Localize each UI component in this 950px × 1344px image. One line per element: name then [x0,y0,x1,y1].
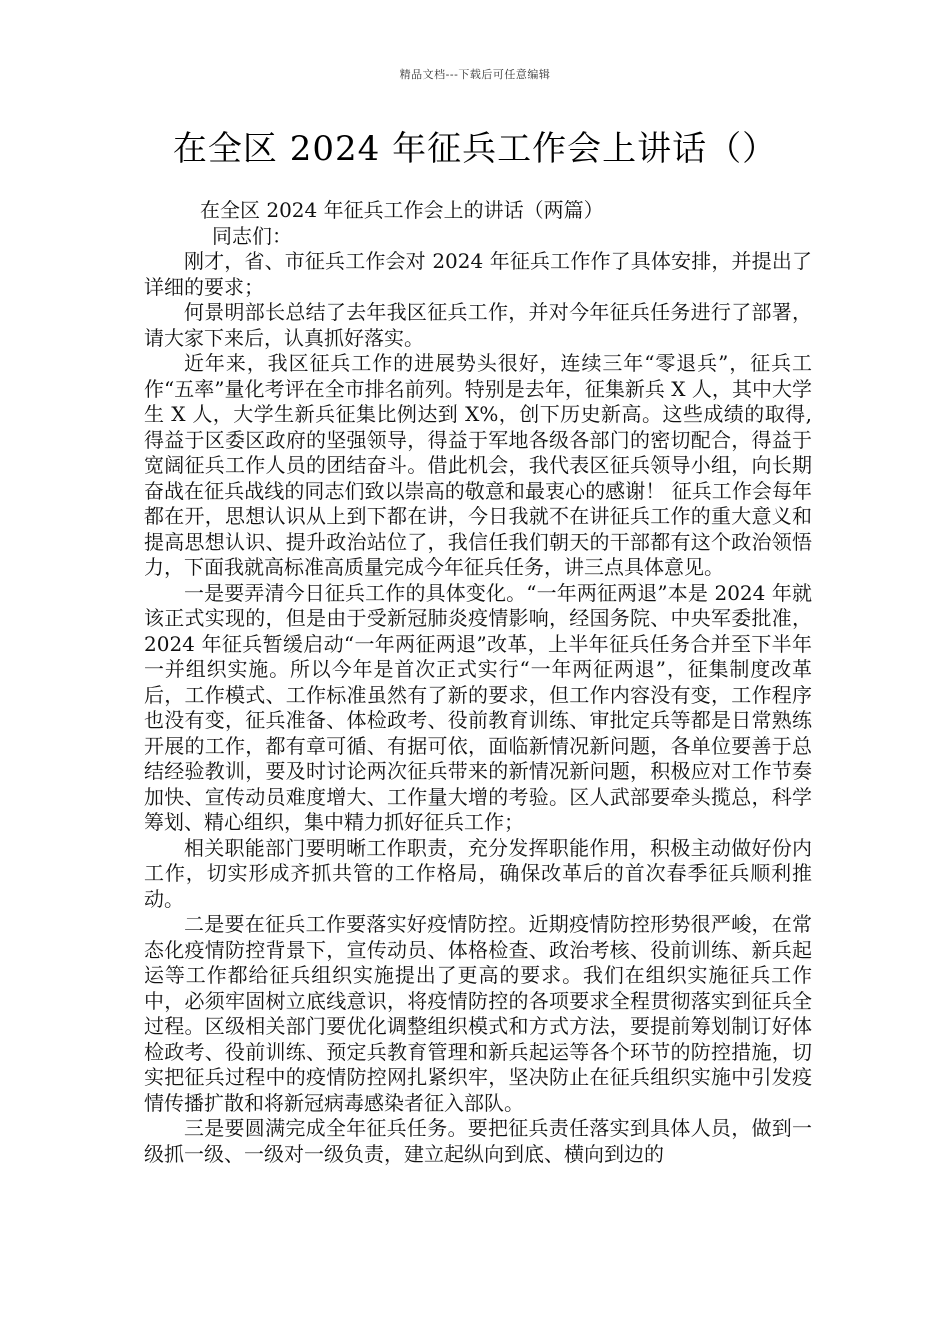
salutation: 同志们： [212,223,292,248]
document-title: 在全区 2024 年征兵工作会上讲话（） [172,129,778,169]
paragraph: 何景明部长总结了去年我区征兵工作，并对今年征兵任务进行了部署，请大家下来后，认真抓好落实。 [144,300,812,350]
paragraph: 三是要圆满完成全年征兵任务。要把征兵责任落实到具体人员，做到一级抓一级、一级对一级负责，建立起纵向到底、横向到边的 [144,1116,812,1166]
paragraph: 一是要弄清今日征兵工作的具体变化。“一年两征两退”本是 2024 年就该正式实现的，但是由于受新冠肺炎疫情影响，经国务院、中央军委批准，2024 年征兵暂缓启动“一年两征两退”改革，上半年征兵任务合并至下半年一并组织实施。所以今年是首次正式实行“一年两征两退”，征集制度改革后，工作模式、工作标准虽然有了新的要求，但工作内容没有变，工作程序也没有变，征兵准备、体检政考、役前教育训练、审批定兵等都是日常熟练开展的工作，都有章可循、有据可依，面临新情况新问题，各单位要善于总结经验教训，要及时讨论两次征兵带来的新情况新问题，积极应对工作节奏加快、宣传动员难度增大、工作量大增的考验。区人武部要牵头揽总，科学筹划、精心组织，集中精力抓好征兵工作； [144,580,812,834]
document-body [144,198,812,1167]
speech-subtitle: 在全区 2024 年征兵工作会上的讲话（两篇） [200,198,604,222]
paragraph: 近年来，我区征兵工作的进展势头很好，连续三年“零退兵”，征兵工作“五率”量化考评在全市排名前列。特别是去年，征集新兵 X 人，其中大学生 X 人，大学生新兵征集比例达到 X%，创下历史新高。这些成绩的取得,得益于区委区政府的坚强领导，得益于军地各级各部门的密切配合，得益于宽阔征兵工作人员的团结奋斗。借此机会，我代表区征兵领导小组，向长期奋战在征兵战线的同志们致以崇高的敬意和最衷心的感谢！ 征兵工作会每年都在开，思想认识从上到下都在讲，今日我就不在讲征兵工作的重大意义和提高思想认识、提升政治站位了，我信任我们朝天的干部都有这个政治领悟力，下面我就高标准高质量完成今年征兵任务，讲三点具体意见。 [144,351,812,579]
paragraph: 刚才，省、市征兵工作会对 2024 年征兵工作作了具体安排，并提出了详细的要求； [144,249,812,299]
paragraph: 二是要在征兵工作要落实好疫情防控。近期疫情防控形势很严峻，在常态化疫情防控背景下，宣传动员、体格检查、政治考核、役前训练、新兵起运等工作都给征兵组织实施提出了更高的要求。我们在组织实施征兵工作中，必须牢固树立底线意识，将疫情防控的各项要求全程贯彻落实到征兵全过程。区级相关部门要优化调整组织模式和方式方法，要提前筹划制订好体检政考、役前训练、预定兵教育管理和新兵起运等各个环节的防控措施，切实把征兵过程中的疫情防控网扎紧织牢，坚决防止在征兵组织实施中引发疫情传播扩散和将新冠病毒感染者征入部队。 [144,912,812,1115]
paragraph: 相关职能部门要明晰工作职责，充分发挥职能作用，积极主动做好份内工作，切实形成齐抓共管的工作格局，确保改革后的首次春季征兵顺利推动。 [144,835,812,911]
header-note: 精品文档---下载后可任意编辑 [399,68,551,81]
